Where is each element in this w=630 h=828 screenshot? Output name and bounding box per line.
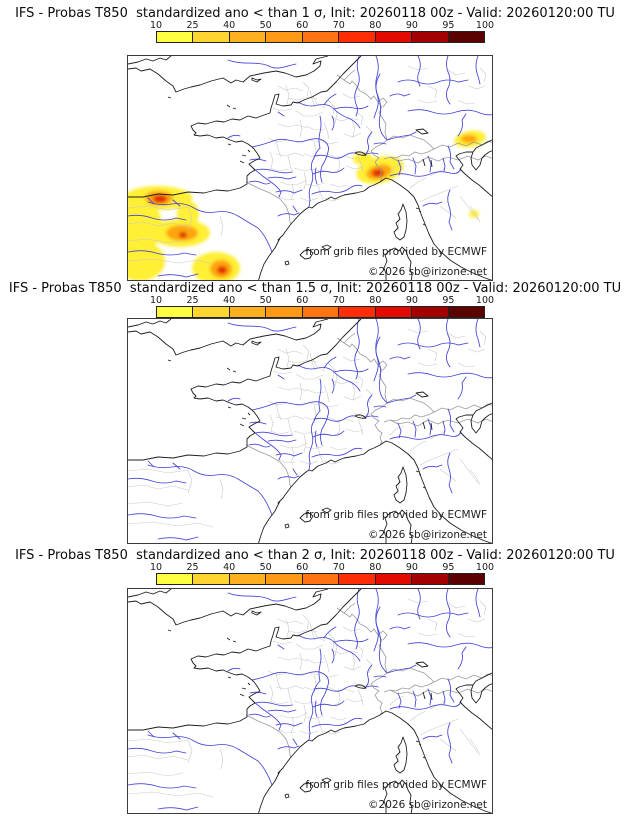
colorbar-tick: 10	[149, 295, 163, 306]
colorbar-tick: 90	[405, 295, 418, 306]
colorbar-segment	[449, 574, 484, 584]
colorbar-tick: 100	[475, 20, 495, 31]
colorbar-segment	[303, 32, 339, 42]
colorbar-tick: 70	[332, 295, 345, 306]
colorbar-tick: 90	[405, 20, 418, 31]
colorbar-tick: 100	[475, 562, 495, 573]
colorbar-tick: 80	[369, 20, 382, 31]
colorbar-tick: 25	[186, 20, 199, 31]
colorbar-segment	[449, 32, 484, 42]
colorbar-tick: 50	[259, 295, 272, 306]
colorbar-segment	[339, 307, 375, 317]
colorbar-segment	[412, 307, 448, 317]
colorbar-gradient	[156, 573, 485, 585]
colorbar-segment	[339, 32, 375, 42]
map-france-sigma-1-5	[127, 318, 493, 544]
colorbar-tick-labels	[149, 562, 495, 573]
colorbar-tick-labels	[149, 295, 495, 306]
colorbar	[149, 562, 495, 585]
colorbar-segment	[376, 307, 412, 317]
colorbar-segment	[157, 307, 193, 317]
colorbar-segment	[412, 574, 448, 584]
colorbar-segment	[193, 32, 229, 42]
colorbar-tick: 40	[223, 20, 236, 31]
panel-title: IFS - Probas T850 standardized ano < than 1 σ, Init: 20260118 00z - Valid: 20260120:00 TU	[15, 6, 615, 21]
colorbar-tick: 25	[186, 562, 199, 573]
colorbar-tick: 50	[259, 562, 272, 573]
colorbar-tick: 60	[296, 295, 309, 306]
colorbar-tick: 70	[332, 20, 345, 31]
colorbar-segment	[230, 32, 266, 42]
colorbar-tick: 70	[332, 562, 345, 573]
credit-ecmwf: from grib files provided by ECMWF	[305, 246, 487, 258]
colorbar-segment	[157, 32, 193, 42]
colorbar-segment	[266, 307, 302, 317]
colorbar-tick: 90	[405, 562, 418, 573]
colorbar-tick: 95	[442, 295, 455, 306]
colorbar-tick: 80	[369, 295, 382, 306]
colorbar-segment	[266, 32, 302, 42]
colorbar-tick: 40	[223, 562, 236, 573]
map-france-sigma-2	[127, 588, 493, 814]
colorbar-segment	[449, 307, 484, 317]
map-france-sigma-1	[127, 55, 493, 281]
colorbar-tick: 95	[442, 20, 455, 31]
colorbar-segment	[157, 574, 193, 584]
colorbar	[149, 295, 495, 318]
colorbar-tick: 80	[369, 562, 382, 573]
colorbar-tick: 10	[149, 562, 163, 573]
colorbar-segment	[376, 574, 412, 584]
credit-ecmwf: from grib files provided by ECMWF	[305, 509, 487, 521]
colorbar-tick: 10	[149, 20, 163, 31]
colorbar-segment	[303, 574, 339, 584]
colorbar-segment	[412, 32, 448, 42]
colorbar-tick: 25	[186, 295, 199, 306]
colorbar-tick: 50	[259, 20, 272, 31]
colorbar-segment	[193, 307, 229, 317]
credit-ecmwf: from grib files provided by ECMWF	[305, 779, 487, 791]
panel-sigma-1-5	[0, 281, 630, 544]
colorbar-segment	[376, 32, 412, 42]
colorbar-gradient	[156, 306, 485, 318]
colorbar-segment	[193, 574, 229, 584]
colorbar-segment	[230, 574, 266, 584]
colorbar-segment	[230, 307, 266, 317]
colorbar-tick: 95	[442, 562, 455, 573]
credit-copyright: ©2026 sb@irizone.net	[368, 799, 487, 811]
credit-copyright: ©2026 sb@irizone.net	[368, 266, 487, 278]
panel-title: IFS - Probas T850 standardized ano < than 2 σ, Init: 20260118 00z - Valid: 20260120:00 TU	[15, 548, 615, 563]
colorbar-tick: 40	[223, 295, 236, 306]
colorbar-segment	[339, 574, 375, 584]
panel-sigma-2	[0, 544, 630, 814]
colorbar-tick: 60	[296, 562, 309, 573]
credit-copyright: ©2026 sb@irizone.net	[368, 529, 487, 541]
colorbar-segment	[303, 307, 339, 317]
colorbar	[149, 20, 495, 43]
colorbar-segment	[266, 574, 302, 584]
panel-sigma-1	[0, 0, 630, 281]
colorbar-tick: 100	[475, 295, 495, 306]
colorbar-tick: 60	[296, 20, 309, 31]
panel-title: IFS - Probas T850 standardized ano < than 1.5 σ, Init: 20260118 00z - Valid: 20260120:00 TU	[8, 281, 622, 296]
colorbar-tick-labels	[149, 20, 495, 31]
colorbar-gradient	[156, 31, 485, 43]
